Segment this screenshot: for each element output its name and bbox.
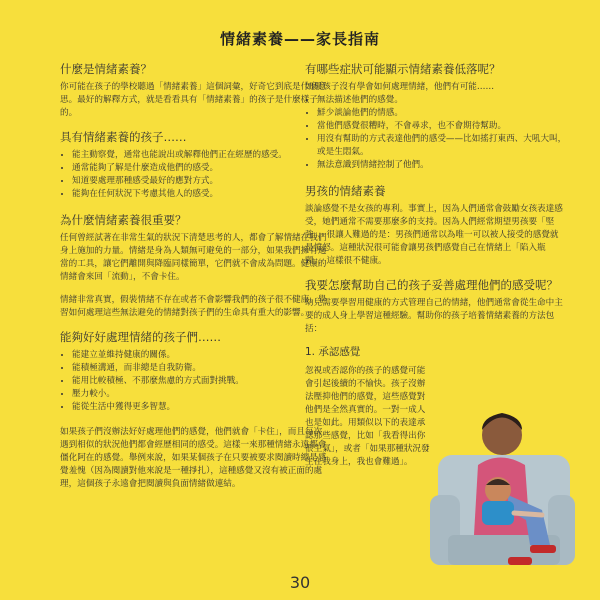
list-item: • 通常能夠了解是什麼造成他們的感受。 — [72, 162, 328, 175]
list-item: • 當他們感覺很糟時，不會尋求，也不會期待幫助。 — [317, 120, 567, 133]
section-heading: 男孩的情緒素養 — [305, 184, 386, 198]
page-number: 30 — [289, 573, 311, 592]
list-item: • 鮮少談論他們的情感。 — [317, 107, 567, 120]
section-handle-well — [60, 330, 328, 491]
paragraph: 如果孩子沒有學會如何處理情緒，他們有可能…… — [305, 82, 495, 92]
section-heading: 具有情緒素養的孩子…… — [60, 130, 187, 144]
parent-child-illustration — [430, 395, 575, 570]
list-item: • 能主動察覺，通常也能說出或解釋他們正在經歷的感受。 — [72, 149, 328, 162]
bullet-list — [60, 349, 328, 414]
section-what-is — [60, 62, 328, 120]
section-heading: 為什麼情緒素養很重要？ — [60, 213, 187, 227]
subheading: 1. 承認感覺 — [305, 346, 361, 358]
section-boys — [305, 184, 567, 268]
section-heading: 我要怎麼幫助自己的孩子妥善處理他們的感受呢？ — [305, 278, 558, 292]
paragraph: 幼兒需要學習用健康的方式管理自己的情緒，他們通常會從生命中主要的成人身上學習這種經驗。幫助你的孩子培養情緒素養的方法包括： — [305, 298, 563, 334]
paragraph: 任何曾經試著在非常生氣的狀況下清楚思考的人，都會了解情緒在我們身上施加的力量。情緒是身為人類無可避免的一部分，如果我們擁有適當的工具，讓它們離開與降臨同樣簡單，它們就不會成為問題。健康的情緒會來回「流動」，不會卡住。 — [60, 233, 327, 282]
section-why-important — [60, 213, 328, 320]
section-symptoms — [305, 62, 567, 172]
list-item: • 能建立並維持健康的關係。 — [72, 349, 328, 362]
section-heading: 什麼是情緒素養？ — [60, 62, 152, 76]
list-item: • 能從生活中獲得更多智慧。 — [72, 401, 328, 414]
paragraph: 如果孩子們沒辦法好好處理他們的感覺，他們就會「卡住」，而且每次遇到相似的狀況他們都會經歷相同的感受。這樣一來那種情緒永遠都會僵化阿在的感覺。舉例來說，如果某個孩子在只要被要求閱讀時總是感覺羞愧（因為閱讀對他來說是一種掙扎），這種感覺又沒有被正面的處理，這個孩子永遠會把閱讀與負面情緒做連結。 — [60, 427, 327, 489]
page-title: 情緒素養——家長指南 — [219, 30, 380, 48]
left-column — [60, 62, 328, 501]
bullet-list — [305, 94, 567, 172]
paragraph: 你可能在孩子的學校聽過「情緒素養」這個詞彙，好奇它到底是什麼意思。最好的解釋方式，就是看看具有「情緒素養」的孩子是什麼樣子的。 — [60, 82, 327, 118]
list-item: • 壓力較小。 — [72, 388, 328, 401]
list-item: • 無法意識到情緒控制了他們。 — [317, 159, 567, 172]
paragraph: 談論感覺不是女孩的專利。事實上，因為人們通常會鼓勵女孩表達感受，她們通常不需要那麼多的支持。因為人們經常期望男孩要「堅強」，很讓人難過的是：男孩們通常以為唯一可以被人接受的感覺就是憤怒。這種狀況很可能會讓男孩們感覺自己在情緒上「陷入瓶頸」，這樣很不健康。 — [305, 204, 563, 266]
section-heading: 有哪些症狀可能顯示情緒素養低落呢？ — [305, 62, 501, 76]
paragraph: 情緒非常真實，假裝情緒不存在或者不會影響我們的孩子很不健康。學習如何處理這些無法避免的情緒對孩子們的生命具有重大的影響。 — [60, 295, 327, 318]
list-item: • 能積極溝通，而非總是自我防衛。 — [72, 362, 328, 375]
section-heading: 能夠好好處理情緒的孩子們…… — [60, 330, 221, 344]
list-item: • 無法描述他們的感覺。 — [317, 94, 567, 107]
list-item: • 能夠在任何狀況下考慮其他人的感受。 — [72, 188, 328, 201]
list-item: • 能用比較積極、不那麼焦慮的方式面對挑戰。 — [72, 375, 328, 388]
section-literate-child — [60, 130, 328, 201]
bullet-list — [60, 149, 328, 201]
list-item: • 知道要處理那種感受最好的應對方式。 — [72, 175, 328, 188]
paragraph: 忽視或否認你的孩子的感覺可能會引起後續的不愉快。孩子沒辦法壓抑他們的感覺，這些感覺對他們是全然真實的。一對一成人也是如此。用類似以下的表達承認那些感覺，比如「我看得出你很生氣」，或者「如果那種狀況發生在我身上，我也會難過」。 — [305, 366, 430, 467]
list-item: • 用沒有幫助的方式表達他們的感受——比如搖打東西、大吼大叫，或是生悶氣。 — [317, 133, 567, 159]
